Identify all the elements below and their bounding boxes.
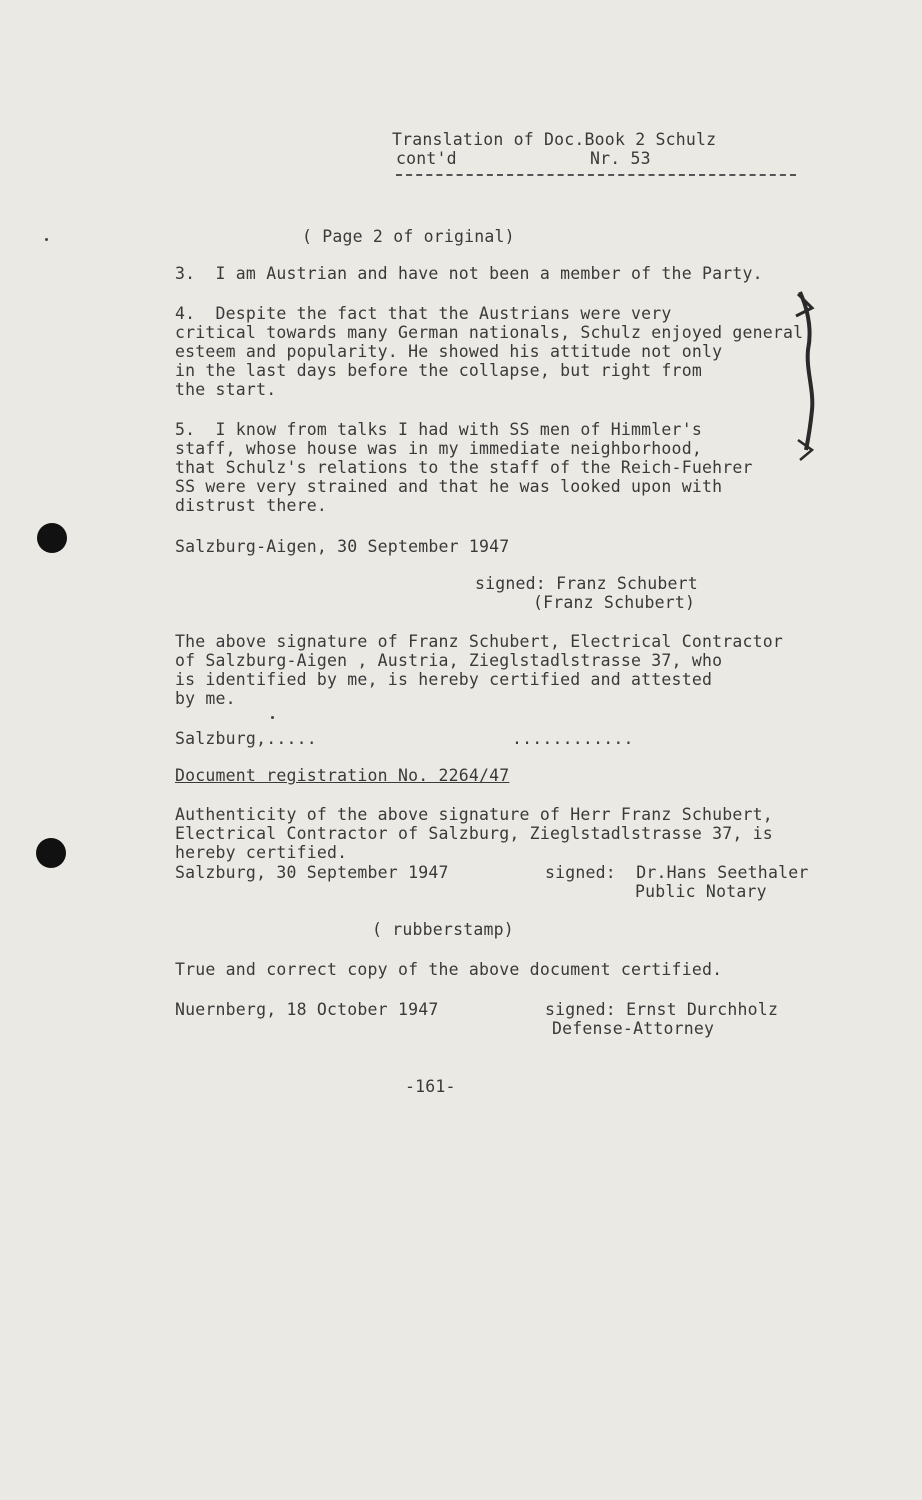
notary-title: Public Notary <box>635 882 767 901</box>
speck <box>45 238 48 241</box>
notary-signed: signed: Dr.Hans Seethaler <box>545 863 809 882</box>
true-copy-statement: True and correct copy of the above document certified. <box>175 960 723 979</box>
attestation-line-3: is identified by me, is hereby certified and attested <box>175 670 713 689</box>
authenticity-line-3: hereby certified. <box>175 843 348 862</box>
header-contd: cont'd <box>396 149 457 168</box>
authenticity-line-1: Authenticity of the above signature of Herr Franz Schubert, <box>175 805 773 824</box>
header-nr: Nr. 53 <box>590 149 651 168</box>
punch-hole-bottom <box>36 838 66 868</box>
page-number: -161- <box>405 1077 456 1096</box>
signature-1-name: (Franz Schubert) <box>533 593 696 612</box>
margin-bracket-mark <box>778 290 838 480</box>
place-date-1: Salzburg-Aigen, 30 September 1947 <box>175 537 510 556</box>
punch-hole-top <box>37 523 67 553</box>
salzburg-place: Salzburg,..... <box>175 729 317 748</box>
paragraph-5-line-4: SS were very strained and that he was looked upon with <box>175 477 723 496</box>
paragraph-3: 3. I am Austrian and have not been a member of the Party. <box>175 264 763 283</box>
authenticity-line-2: Electrical Contractor of Salzburg, Zieglstadlstrasse 37, is <box>175 824 773 843</box>
attestation-line-4: by me. <box>175 689 236 708</box>
paragraph-5-line-5: distrust there. <box>175 496 328 515</box>
header-rule <box>396 174 796 176</box>
final-title: Defense-Attorney <box>552 1019 715 1038</box>
notary-place-date: Salzburg, 30 September 1947 <box>175 863 449 882</box>
page-marker: ( Page 2 of original) <box>302 227 515 246</box>
speck <box>271 716 274 719</box>
final-place-date: Nuernberg, 18 October 1947 <box>175 1000 439 1019</box>
paragraph-4-line-3: esteem and popularity. He showed his attitude not only <box>175 342 723 361</box>
signature-1-signed: signed: Franz Schubert <box>475 574 698 593</box>
paragraph-4-line-2: critical towards many German nationals, Schulz enjoyed general <box>175 323 804 342</box>
header-title: Translation of Doc.Book 2 Schulz <box>392 130 717 149</box>
paragraph-4-line-4: in the last days before the collapse, but right from <box>175 361 702 380</box>
attestation-line-1: The above signature of Franz Schubert, Electrical Contractor <box>175 632 784 651</box>
registration-number: Document registration No. 2264/47 <box>175 766 510 785</box>
salzburg-dots: ............ <box>512 729 634 748</box>
paragraph-4-line-1: 4. Despite the fact that the Austrians were very <box>175 304 672 323</box>
paragraph-4-line-5: the start. <box>175 380 277 399</box>
paragraph-5-line-3: that Schulz's relations to the staff of the Reich-Fuehrer <box>175 458 753 477</box>
final-signed: signed: Ernst Durchholz <box>545 1000 779 1019</box>
paragraph-5-line-2: staff, whose house was in my immediate neighborhood, <box>175 439 702 458</box>
rubberstamp-note: ( rubberstamp) <box>372 920 514 939</box>
paragraph-5-line-1: 5. I know from talks I had with SS men of Himmler's <box>175 420 702 439</box>
attestation-line-2: of Salzburg-Aigen , Austria, Zieglstadlstrasse 37, who <box>175 651 723 670</box>
